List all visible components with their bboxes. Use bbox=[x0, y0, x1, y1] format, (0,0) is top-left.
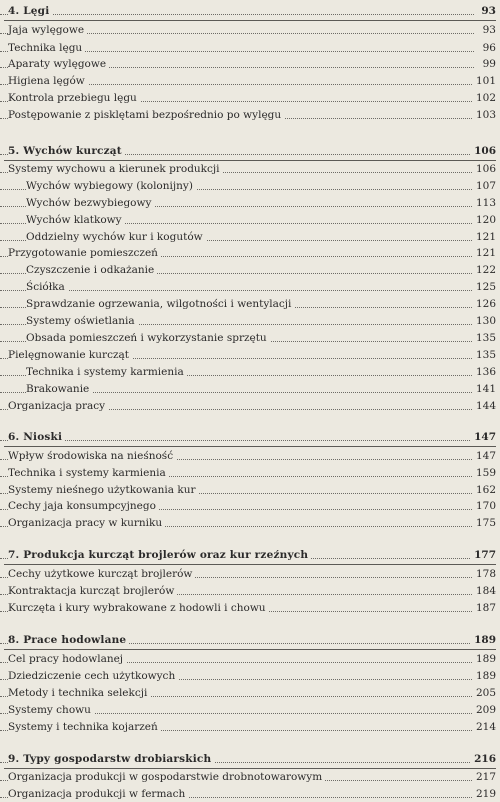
toc-entry-title: Cechy użytkowe kurcząt brojlerów bbox=[8, 566, 195, 582]
toc-entry-page: 96 bbox=[480, 40, 496, 56]
toc-entry-title: Organizacja produkcji w fermach bbox=[8, 786, 188, 802]
toc-entry bbox=[0, 398, 500, 414]
toc-entry-page: 103 bbox=[473, 107, 496, 123]
toc-entry-title: Technika i systemy karmienia bbox=[26, 364, 187, 380]
toc-entry bbox=[0, 178, 500, 194]
toc-entry bbox=[0, 364, 500, 380]
toc-section-heading bbox=[0, 3, 500, 19]
toc-entry-title: Systemy i technika kojarzeń bbox=[8, 719, 161, 735]
toc-entry-page: 136 bbox=[473, 364, 496, 380]
toc-entry-title: Dziedziczenie cech użytkowych bbox=[8, 668, 178, 684]
toc-entry-title: Technika lęgu bbox=[8, 40, 85, 56]
toc-entry-title: Organizacja pracy w kurniku bbox=[8, 515, 165, 531]
toc-entry-page: 120 bbox=[473, 212, 496, 228]
toc-section-heading bbox=[0, 547, 500, 563]
toc-entry-title: Wychów klatkowy bbox=[26, 212, 125, 228]
toc-entry-page: 214 bbox=[473, 719, 496, 735]
toc-entry bbox=[0, 566, 500, 582]
toc-entry-title: Systemy chowu bbox=[8, 702, 94, 718]
toc-entry-page: 162 bbox=[473, 482, 496, 498]
toc-entry-page: 126 bbox=[473, 296, 496, 312]
toc-entry-page: 121 bbox=[473, 245, 496, 261]
toc-entry-page: 107 bbox=[473, 178, 496, 194]
toc-entry-title: 7. Produkcja kurcząt brojlerów oraz kur rzeźnych bbox=[8, 547, 311, 563]
toc-entry-title: Ściółka bbox=[26, 279, 68, 295]
toc-entry-page: 106 bbox=[473, 161, 496, 177]
dot-leader bbox=[0, 14, 474, 15]
toc-entry-page: 209 bbox=[473, 702, 496, 718]
toc-entry bbox=[0, 702, 500, 718]
toc-entry-title: Oddzielny wychów kur i kogutów bbox=[26, 229, 206, 245]
toc-entry-title: Aparaty wylęgowe bbox=[8, 56, 109, 72]
toc-entry bbox=[0, 161, 500, 177]
toc-entry bbox=[0, 262, 500, 278]
toc-entry-page: 175 bbox=[473, 515, 496, 531]
toc-entry-title: 6. Nioski bbox=[8, 429, 65, 445]
toc-entry bbox=[0, 685, 500, 701]
toc-entry-page: 147 bbox=[471, 429, 496, 445]
toc-entry-page: 217 bbox=[473, 769, 496, 785]
toc-entry bbox=[0, 786, 500, 802]
toc-entry-title: Organizacja produkcji w gospodarstwie drobnotowarowym bbox=[8, 769, 325, 785]
toc-entry-title: 5. Wychów kurcząt bbox=[8, 143, 125, 159]
toc-entry-title: 8. Prace hodowlane bbox=[8, 632, 129, 648]
toc-entry bbox=[0, 651, 500, 667]
toc-entry-title: Przygotowanie pomieszczeń bbox=[8, 245, 161, 261]
toc-entry-page: 113 bbox=[473, 195, 496, 211]
section-divider bbox=[4, 649, 496, 650]
toc-entry-title: Wpływ środowiska na nieśność bbox=[8, 448, 176, 464]
toc-entry-title: Systemy oświetlania bbox=[26, 313, 138, 329]
toc-entry-page: 178 bbox=[473, 566, 496, 582]
toc-entry-page: 187 bbox=[473, 600, 496, 616]
toc-entry-title: Technika i systemy karmienia bbox=[8, 465, 169, 481]
toc-entry bbox=[0, 90, 500, 106]
toc-entry bbox=[0, 347, 500, 363]
toc-section-heading bbox=[0, 143, 500, 159]
toc-entry-page: 99 bbox=[480, 56, 496, 72]
toc-entry-page: 189 bbox=[473, 651, 496, 667]
section-divider bbox=[4, 20, 496, 21]
toc-entry bbox=[0, 195, 500, 211]
toc-entry-title: Jaja wylęgowe bbox=[8, 22, 87, 38]
toc-entry-title: 4. Lęgi bbox=[8, 3, 52, 19]
toc-entry-page: 159 bbox=[473, 465, 496, 481]
toc-entry-page: 170 bbox=[473, 498, 496, 514]
toc-entry-page: 135 bbox=[473, 347, 496, 363]
toc-entry-page: 177 bbox=[471, 547, 496, 563]
toc-entry-title: Wychów bezwybiegowy bbox=[26, 195, 154, 211]
toc-entry-page: 189 bbox=[471, 632, 496, 648]
toc-entry-page: 125 bbox=[473, 279, 496, 295]
toc-entry bbox=[0, 107, 500, 123]
toc-entry bbox=[0, 448, 500, 464]
toc-entry-page: 130 bbox=[473, 313, 496, 329]
toc-entry-page: 147 bbox=[473, 448, 496, 464]
toc-entry bbox=[0, 498, 500, 514]
toc-entry bbox=[0, 482, 500, 498]
toc-entry-title: Kontraktacja kurcząt brojlerów bbox=[8, 583, 177, 599]
toc-entry-title: Systemy wychowu a kierunek produkcji bbox=[8, 161, 223, 177]
toc-entry-title: Cechy jaja konsumpcyjnego bbox=[8, 498, 159, 514]
toc-section-heading bbox=[0, 429, 500, 445]
toc-entry-page: 219 bbox=[473, 786, 496, 802]
toc-entry-title: Kontrola przebiegu lęgu bbox=[8, 90, 140, 106]
toc-entry-title: Organizacja pracy bbox=[8, 398, 108, 414]
toc-entry-title: Postępowanie z pisklętami bezpośrednio po wylęgu bbox=[8, 107, 284, 123]
toc-entry bbox=[0, 229, 500, 245]
toc-entry bbox=[0, 719, 500, 735]
toc-entry bbox=[0, 40, 500, 56]
toc-entry-page: 144 bbox=[473, 398, 496, 414]
toc-entry bbox=[0, 296, 500, 312]
toc-section-heading bbox=[0, 751, 500, 767]
toc-entry bbox=[0, 769, 500, 785]
toc-entry-title: 9. Typy gospodarstw drobiarskich bbox=[8, 751, 214, 767]
toc-entry bbox=[0, 245, 500, 261]
toc-entry-page: 189 bbox=[473, 668, 496, 684]
toc-entry-page: 121 bbox=[473, 229, 496, 245]
toc-entry bbox=[0, 212, 500, 228]
toc-entry-title: Systemy nieśnego użytkowania kur bbox=[8, 482, 199, 498]
toc-entry-page: 93 bbox=[480, 22, 496, 38]
toc-entry bbox=[0, 515, 500, 531]
toc-entry-page: 205 bbox=[473, 685, 496, 701]
toc-entry-title: Obsada pomieszczeń i wykorzystanie sprzętu bbox=[26, 330, 270, 346]
toc-entry-page: 93 bbox=[478, 3, 496, 19]
toc-entry-title: Czyszczenie i odkażanie bbox=[26, 262, 157, 278]
toc-entry-title: Brakowanie bbox=[26, 381, 92, 397]
toc-entry-page: 184 bbox=[473, 583, 496, 599]
toc-entry-title: Higiena lęgów bbox=[8, 73, 88, 89]
toc-entry-page: 101 bbox=[473, 73, 496, 89]
toc-entry bbox=[0, 465, 500, 481]
toc-entry bbox=[0, 330, 500, 346]
toc-entry bbox=[0, 600, 500, 616]
toc-entry bbox=[0, 313, 500, 329]
toc-entry bbox=[0, 583, 500, 599]
toc-entry-title: Metody i technika selekcji bbox=[8, 685, 150, 701]
toc-entry-title: Wychów wybiegowy (kolonijny) bbox=[26, 178, 196, 194]
toc-entry-page: 216 bbox=[471, 751, 496, 767]
dot-leader bbox=[0, 440, 474, 441]
toc-entry-title: Pielęgnowanie kurcząt bbox=[8, 347, 132, 363]
toc-entry bbox=[0, 22, 500, 38]
toc-entry-page: 141 bbox=[473, 381, 496, 397]
toc-entry-page: 102 bbox=[473, 90, 496, 106]
toc-entry-title: Cel pracy hodowlanej bbox=[8, 651, 126, 667]
toc-entry bbox=[0, 73, 500, 89]
toc-entry-page: 135 bbox=[473, 330, 496, 346]
section-divider bbox=[4, 564, 496, 565]
toc-entry bbox=[0, 668, 500, 684]
toc-entry-page: 106 bbox=[471, 143, 496, 159]
toc-entry bbox=[0, 381, 500, 397]
toc-entry-page: 122 bbox=[473, 262, 496, 278]
toc-entry bbox=[0, 279, 500, 295]
toc-entry-title: Kurczęta i kury wybrakowane z hodowli i chowu bbox=[8, 600, 269, 616]
section-divider bbox=[4, 446, 496, 447]
dot-leader bbox=[0, 290, 474, 291]
toc-section-heading bbox=[0, 632, 500, 648]
toc-entry bbox=[0, 56, 500, 72]
toc-entry-title: Sprawdzanie ogrzewania, wilgotności i wentylacji bbox=[26, 296, 294, 312]
